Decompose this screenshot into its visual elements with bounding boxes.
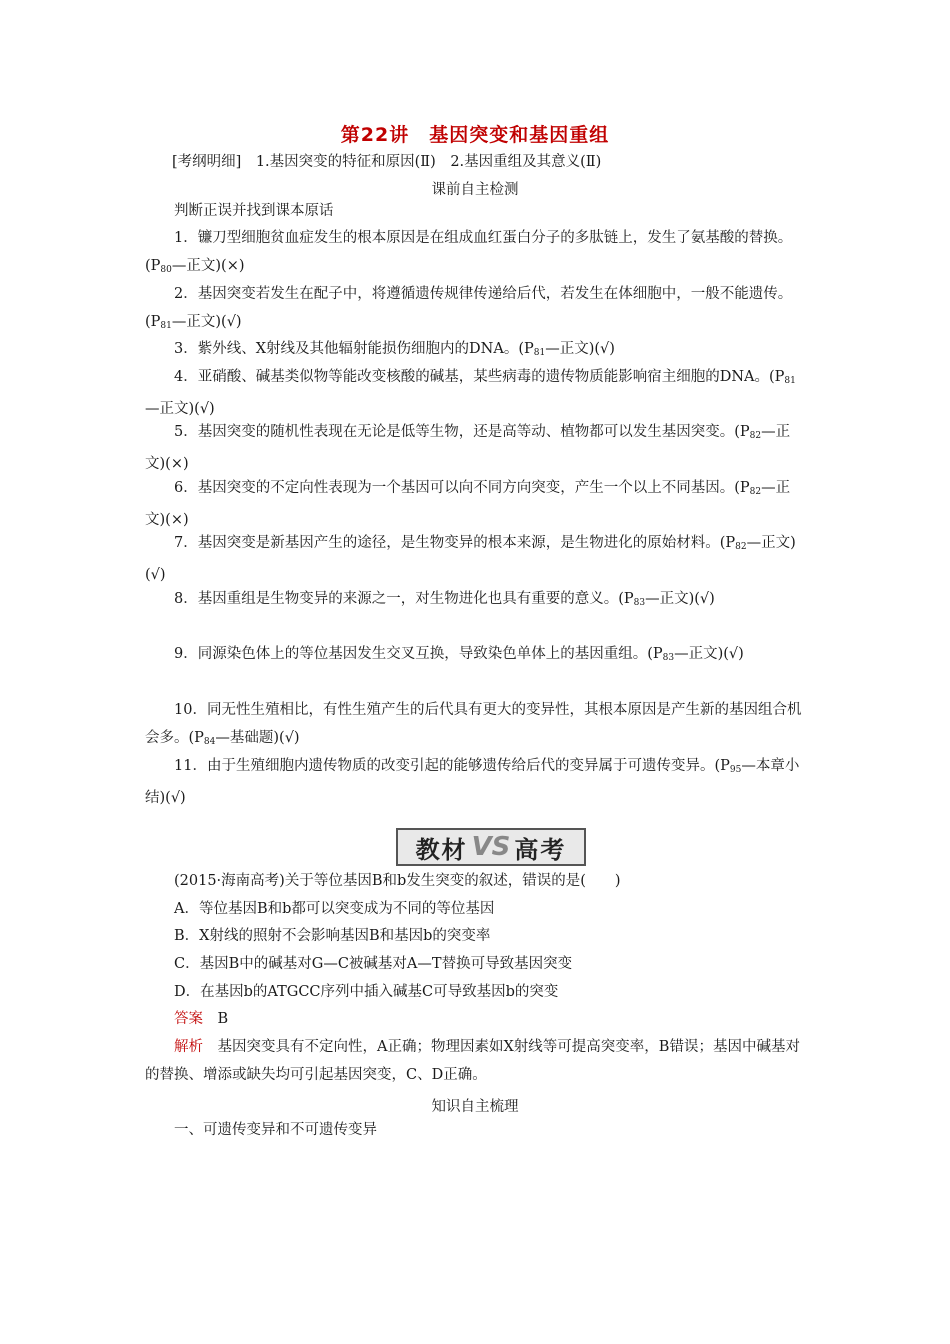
list-item: 11．由于生殖细胞内遗传物质的改变引起的能够遗传给后代的变异属于可遗传变异。($P_{95}—$本章小结)(√) <box>145 758 800 806</box>
option-d: D．在基因b的ATGCC序列中插入碱基C可导致基因b的突变 <box>174 984 559 1000</box>
list-item: 7．基因突变是新基因产生的途径，是生物变异的根本来源，是生物进化的原始材料。($P_{82}—$正文)(√) <box>145 535 796 583</box>
option-c: C．基因B中的碱基对G—C被碱基对A—T替换可导致基因突变 <box>174 956 573 972</box>
list-item: 1．镰刀型细胞贫血症发生的根本原因是在组成血红蛋白分子的多肽链上，发生了氨基酸的替换。($P_{80}—$正文)(×) <box>145 230 793 275</box>
list-item: 10．同无性生殖相比，有性生殖产生的后代具有更大的变异性，其根本原因是产生新的基因组合机会多。($P_{84}—$基础题)(√) <box>145 702 802 747</box>
list-item: 9．同源染色体上的等位基因发生交叉互换，导致染色单体上的基因重组。($P_{83}—$正文)(√) <box>174 646 744 663</box>
list-item: 2．基因突变若发生在配子中，将遵循遗传规律传递给后代，若发生在体细胞中，一般不能遗传。($P_{81}—$正文)(√) <box>145 286 793 331</box>
answer-value: B <box>217 1011 229 1027</box>
answer-label: 答案 <box>174 1011 203 1027</box>
section-heading-self-check: 课前自主检测 <box>431 182 519 198</box>
answer-line <box>174 1006 805 1034</box>
option-b: B．X射线的照射不会影响基因B和基因b的突变率 <box>174 928 491 944</box>
page-title: 第22讲 基因突变和基因重组 <box>340 124 610 146</box>
list-item: 8．基因重组是生物变异的来源之一，对生物进化也具有重要的意义。($P_{83}—$正文)(√) <box>174 591 715 608</box>
option-a: A．等位基因B和b都可以突变成为不同的等位基因 <box>174 901 495 917</box>
subheading: 一、可遗传变异和不可遗传变异 <box>174 1122 377 1138</box>
list-item: 3．紫外线、X射线及其他辐射能损伤细胞内的DNA。($P_{81}—$正文)(√) <box>174 341 615 358</box>
list-item: 4．亚硝酸、碱基类似物等能改变核酸的碱基，某些病毒的遗传物质能影响宿主细胞的DNA。($P_{81}—$正文)(√) <box>145 369 796 417</box>
textbook-vs-exam-logo: 教材 VS 高考 <box>396 828 586 866</box>
section-heading-knowledge: 知识自主梳理 <box>431 1099 519 1115</box>
list-item: 5．基因突变的随机性表现在无论是低等生物，还是高等动、植物都可以发生基因突变。($P_{82}—$正文)(×) <box>145 424 791 472</box>
question-stem: (2015·海南高考)关于等位基因B和b发生突变的叙述，错误的是( ) <box>174 873 621 889</box>
analysis-paragraph: 解析 基因突变具有不定向性，A正确；物理因素如X射线等可提高突变率，B错误；基因中碱基对的替换、增添或缺失均可引起基因突变，C、D正确。 <box>145 1039 800 1083</box>
syllabus-outline: [考纲明细] 1.基因突变的特征和原因(Ⅱ) 2.基因重组及其意义(Ⅱ) <box>172 154 602 170</box>
instruction-text: 判断正误并找到课本原话 <box>174 203 334 219</box>
analysis-label: 解析 <box>174 1039 203 1055</box>
list-item: 6．基因突变的不定向性表现为一个基因可以向不同方向突变，产生一个以上不同基因。($P_{82}—$正文)(×) <box>145 480 791 528</box>
